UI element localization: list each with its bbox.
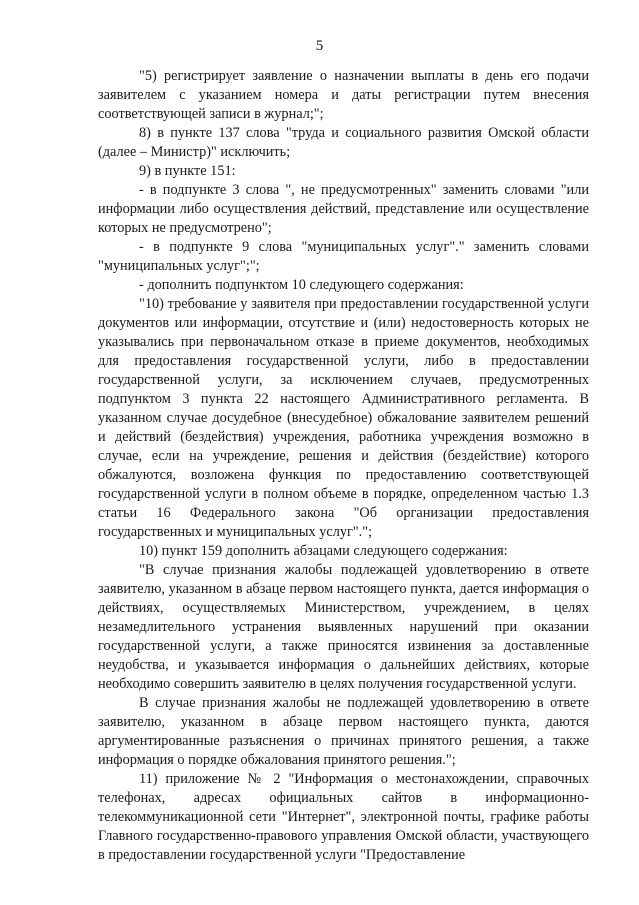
paragraph: "10) требование у заявителя при предоставлении государственной услуги документов или информации, отсутствие и (или) недостоверность которых не указывались при первоначальном отказе в приеме документов, необходимых для предоставления государственной услуги, либо в предоставлении государственной услуги, за исключением случаев, предусмотренных подпунктом 3 пункта 22 настоящего Административного регламента. В указанном случае досудебное (внесудебное) обжалование заявителем решений и действий (бездействия) учреждения, работника учреждения возможно в случае, если на учреждение, решения и действия (бездействие) которого обжалуются, возложена функция по предоставлению соответствующей государственной услуги в полном объеме в порядке, определенном частью 1.3 статьи 16 Федерального закона "Об организации предоставления государственных и муниципальных услуг"."; bbox=[98, 296, 589, 540]
paragraph: 11) приложение № 2 "Информация о местонахождении, справочных телефонах, адресах официальных сайтов в информационно-телекоммуникационной сети "Интернет", электронной почты, графике работы Главного государственно-правового управления Омской области, участвующего в предоставлении государственной услуги "Предоставление bbox=[98, 771, 589, 863]
paragraph: 8) в пункте 137 слова "труда и социального развития Омской области (далее – Министр)" исключить; bbox=[98, 125, 589, 160]
paragraph: "В случае признания жалобы подлежащей удовлетворению в ответе заявителю, указанном в абзаце первом настоящего пункта, дается информация о действиях, осуществляемых Министерством, учреждением, в целях незамедлительного устранения выявленных нарушений при оказании государственной услуги, а также приносятся извинения за доставленные неудобства, и указывается информация о дальнейших действиях, которые необходимо совершить заявителю в целях получения государственной услуги. bbox=[98, 562, 589, 692]
paragraph: В случае признания жалобы не подлежащей удовлетворению в ответе заявителю, указанном в абзаце первом настоящего пункта, даются аргументированные разъяснения о причинах принятого решения, а также информация о порядке обжалования принятого решения."; bbox=[98, 695, 589, 768]
paragraph: "5) регистрирует заявление о назначении выплаты в день его подачи заявителем с указанием номера и даты регистрации путем внесения соответствующей записи в журнал;"; bbox=[98, 68, 589, 122]
paragraph: 10) пункт 159 дополнить абзацами следующего содержания: bbox=[139, 543, 508, 559]
paragraph: - дополнить подпунктом 10 следующего содержания: bbox=[139, 277, 464, 293]
document-body bbox=[98, 67, 589, 865]
paragraph: 9) в пункте 151: bbox=[139, 163, 236, 179]
paragraph: - в подпункте 3 слова ", не предусмотренных" заменить словами "или информации либо осуществления действий, представление или осуществление которых не предусмотрено"; bbox=[98, 182, 589, 236]
page-number: 5 bbox=[315, 38, 324, 54]
paragraph: - в подпункте 9 слова "муниципальных услуг"." заменить словами "муниципальных услуг";"; bbox=[98, 239, 589, 274]
